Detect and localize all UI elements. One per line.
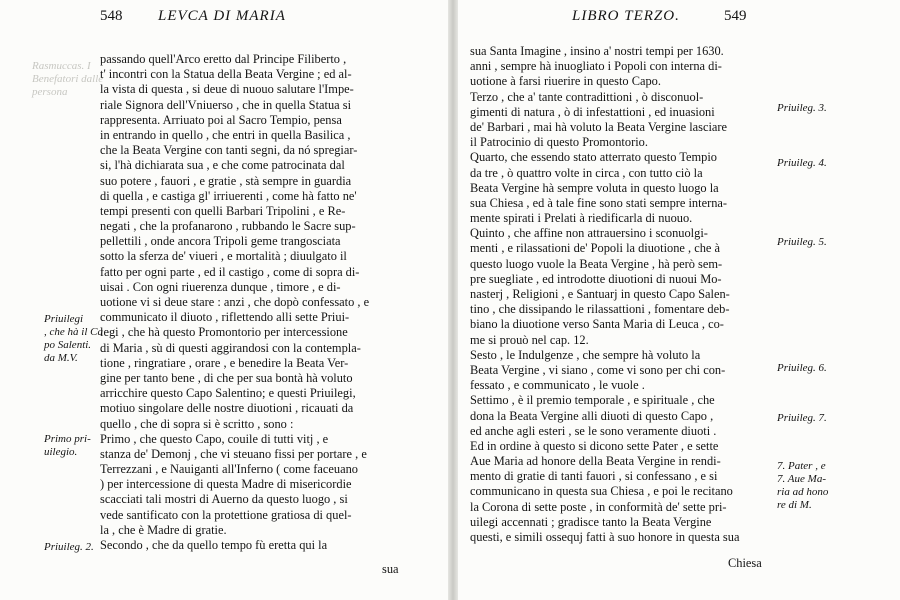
marginal-note-priuilegi: [44, 313, 103, 365]
note-line: Priuilegi: [44, 313, 84, 325]
text-line: fatto per ogni parte , ed il castigo , come di sopra di-: [100, 264, 360, 279]
text-line: ed anche agli esteri , se le sono veramente diuoti .: [470, 423, 717, 438]
text-line: Settimo , è il premio temporale , e spirituale , che: [470, 393, 715, 408]
text-line: pre suegliate , ed introdotte diuotioni di nuoui Mo-: [470, 271, 722, 286]
note-line: re di M.: [777, 499, 812, 511]
text-line: Quarto, che essendo stato atterrato questo Tempio: [470, 150, 717, 165]
faint-note-line: persona: [32, 86, 68, 98]
left-body-text: [100, 52, 418, 553]
text-line: questo luogo vuole la Beata Vergine , hà però sem-: [470, 256, 723, 271]
marginal-note-priuileg-2: [44, 541, 94, 554]
left-page: [0, 0, 446, 600]
text-line: gine per tanto bene , di che per sua bontà hà voluto: [100, 370, 353, 385]
marginal-note-priuileg-7: Priuileg. 7.: [777, 412, 827, 424]
text-line: che la Beata Vergine con tanti segni, da nó spregiar-: [100, 143, 358, 158]
text-line: passando quell'Arco eretto dal Principe Filiberto ,: [100, 52, 347, 66]
note-line: Primo pri-: [44, 433, 91, 445]
text-line: sua Santa Imagine , insino a' nostri tempi per 1630.: [470, 44, 724, 58]
text-line: menti , e rilassationi de' Popoli la diuotione , che à: [470, 241, 720, 256]
text-line: si, l'hà dichiarata sua , e che come patrocinata dal: [100, 158, 345, 173]
marginal-note-primo: [44, 433, 91, 459]
text-line: scacciati tali mostri di Auerno da questo luogo , si: [100, 492, 348, 507]
text-line: Beata Vergine , vi siano , come vi sono per chi con-: [470, 362, 726, 377]
text-line: tino , che dissipando le rilassattioni , fomentare deb-: [470, 302, 730, 317]
note-line: uilegio.: [44, 446, 78, 458]
text-line: la vista di questa , si deue di nuouo salutare l'Impe-: [100, 82, 354, 97]
text-line: anni , sempre hà inuogliato i Popoli con interna di-: [470, 59, 722, 74]
faint-note-line: Benefatori dalle: [32, 73, 104, 85]
text-line: motiuo singolare delle nostre diuotioni , ricauati da: [100, 401, 354, 416]
text-line: fessato , e communicato , le vuole .: [470, 378, 645, 393]
text-line: la Corona di sette poste , in conformità de' sette pri-: [470, 499, 727, 514]
text-line: da tre , ò quattro volte in circa , con tutto ciò la: [470, 165, 703, 180]
text-line: dona la Beata Vergine alli diuoti di questo Capo ,: [470, 408, 714, 423]
text-line: tione , ringratiare , orare , e benedire la Beata Ver-: [100, 355, 349, 370]
right-page: [460, 0, 900, 600]
text-line: in entrando in quello , che entri in quella Basilica ,: [100, 127, 351, 142]
text-line: di quella , e castiga gl' irriuerenti , come hà fatto ne': [100, 188, 357, 203]
text-line: mente spirati i Prelati à riedificarla di nuouo.: [470, 211, 693, 226]
faint-note-line: Rasmuccas. I: [32, 60, 91, 72]
left-page-number: 548: [100, 8, 123, 24]
text-line: tempi presenti con quelli Barbari Tripolini , e Re-: [100, 203, 346, 218]
right-running-head: LIBRO TERZO.: [572, 8, 680, 24]
left-catchword: sua: [382, 562, 399, 576]
text-line: il Patrocinio di questo Promontorio.: [470, 135, 648, 150]
text-line: legi , che hà questo Promontorio per intercessione: [100, 325, 348, 340]
text-line: me si prouò nel cap. 12.: [470, 332, 589, 347]
text-line: vede santificato con la protettione gratiosa di quel-: [100, 507, 352, 522]
right-catchword: Chiesa: [728, 556, 762, 570]
marginal-note-priuileg-5: Priuileg. 5.: [777, 236, 827, 248]
text-line: Quinto , che affine non attrauersino i sconuolgi-: [470, 226, 708, 241]
text-line: Beata Vergine hà sempre voluta in questo luogo la: [470, 180, 719, 195]
text-line: uotione à farsi riuerire in questo Capo.: [470, 74, 661, 89]
text-line: mento di gratie di tanti fauori , si confessano , e si: [470, 469, 718, 484]
note-line: 7. Aue Ma-: [777, 473, 826, 485]
text-line: Ed in ordine à questo si dicono sette Pater , e sette: [470, 438, 719, 453]
text-line: suo potere , fauori , e gratie , stà sempre in guardia: [100, 173, 352, 188]
text-line: t' incontri con la Statua della Beata Vergine ; ed al-: [100, 67, 352, 82]
note-line: da M.V.: [44, 352, 78, 364]
right-page-number: 549: [724, 8, 747, 24]
text-line: sua Chiesa , ed à tale fine sono stati sempre interna-: [470, 195, 728, 210]
marginal-note-priuileg-6: Priuileg. 6.: [777, 362, 827, 374]
text-line: uilegi accennati ; gradisce tanto la Beata Vergine: [470, 514, 712, 529]
text-line: Sesto , le Indulgenze , che sempre hà voluto la: [470, 347, 701, 362]
right-body-text: [470, 44, 775, 545]
text-line: gimenti di natura , ò di infestattioni , ed inuasioni: [470, 104, 715, 119]
text-line: rappresenta. Arriuato poi al Sacro Tempio, pensa: [100, 112, 342, 127]
marginal-note-priuileg-3: Priuileg. 3.: [777, 102, 827, 114]
text-line: sotto la sferza de' viueri , e mortalità ; diuulgato il: [100, 249, 347, 264]
text-line: nasterj , Religioni , e Santuarj in questo Capo Salen-: [470, 287, 730, 301]
note-line: ria ad hono: [777, 486, 829, 498]
note-line: po Salenti.: [44, 339, 92, 351]
text-line: negati , che la profanarono , rubbando le Sacre sup-: [100, 219, 356, 234]
text-line: Terzo , che a' tante contradittioni , ò disconuol-: [470, 89, 704, 104]
note-line: 7. Pater , e: [777, 460, 826, 472]
text-line: di Maria , sù di questi aggirandosi con la contempla-: [100, 340, 361, 355]
text-line: pellettili , onde ancora Tripoli geme trangosciata: [100, 234, 341, 249]
text-line: stanza de' Demonj , che vi steuano fissi per portare , e: [100, 446, 367, 461]
text-line: la , che è Madre di gratie.: [100, 522, 227, 537]
marginal-note-priuileg-4: Priuileg. 4.: [777, 157, 827, 169]
marginal-note-pater-aue: [777, 460, 828, 512]
left-faint-marginal-note: [32, 60, 103, 99]
note-line: Priuileg. 2.: [44, 541, 94, 553]
text-line: communicato il diuoto , riflettendo alli sette Priui-: [100, 310, 350, 325]
text-line: uisai . Con ogni riuerenza dunque , timore , e di-: [100, 279, 341, 294]
text-line: quello , che di sopra si è scritto , sono :: [100, 416, 294, 431]
text-line: uotione vi si deue stare : anzi , che dopò confessato , e: [100, 295, 370, 309]
left-running-head: LEVCA DI MARIA: [158, 8, 286, 24]
text-line: Primo , che questo Capo, couile di tutti vitj , e: [100, 431, 329, 446]
text-line: Secondo , che da quello tempo fù eretta qui la: [100, 538, 328, 552]
text-line: questi, e simili ossequj fatti à suo honore in questa sua: [470, 530, 740, 544]
text-line: communicano in questa sua Chiesa , e poi le recitano: [470, 484, 733, 499]
text-line: riale Signora dell'Vniuerso , che in quella Statua si: [100, 97, 352, 112]
text-line: de' Barbari , mai hà voluto la Beata Vergine lasciare: [470, 119, 728, 134]
text-line: biano la diuotione verso Santa Maria di Leuca , co-: [470, 317, 724, 332]
text-line: Terrezzani , e Nauiganti all'Inferno ( come faceuano: [100, 462, 358, 477]
note-line: , che hà il Ca: [44, 326, 103, 338]
text-line: ) per intercessione di questa Madre di misericordie: [100, 477, 352, 492]
text-line: arricchire questo Capo Salentino; e questi Priuilegi,: [100, 386, 356, 401]
text-line: Aue Maria ad honore della Beata Vergine in rendi-: [470, 454, 721, 469]
book-gutter: [448, 0, 458, 600]
